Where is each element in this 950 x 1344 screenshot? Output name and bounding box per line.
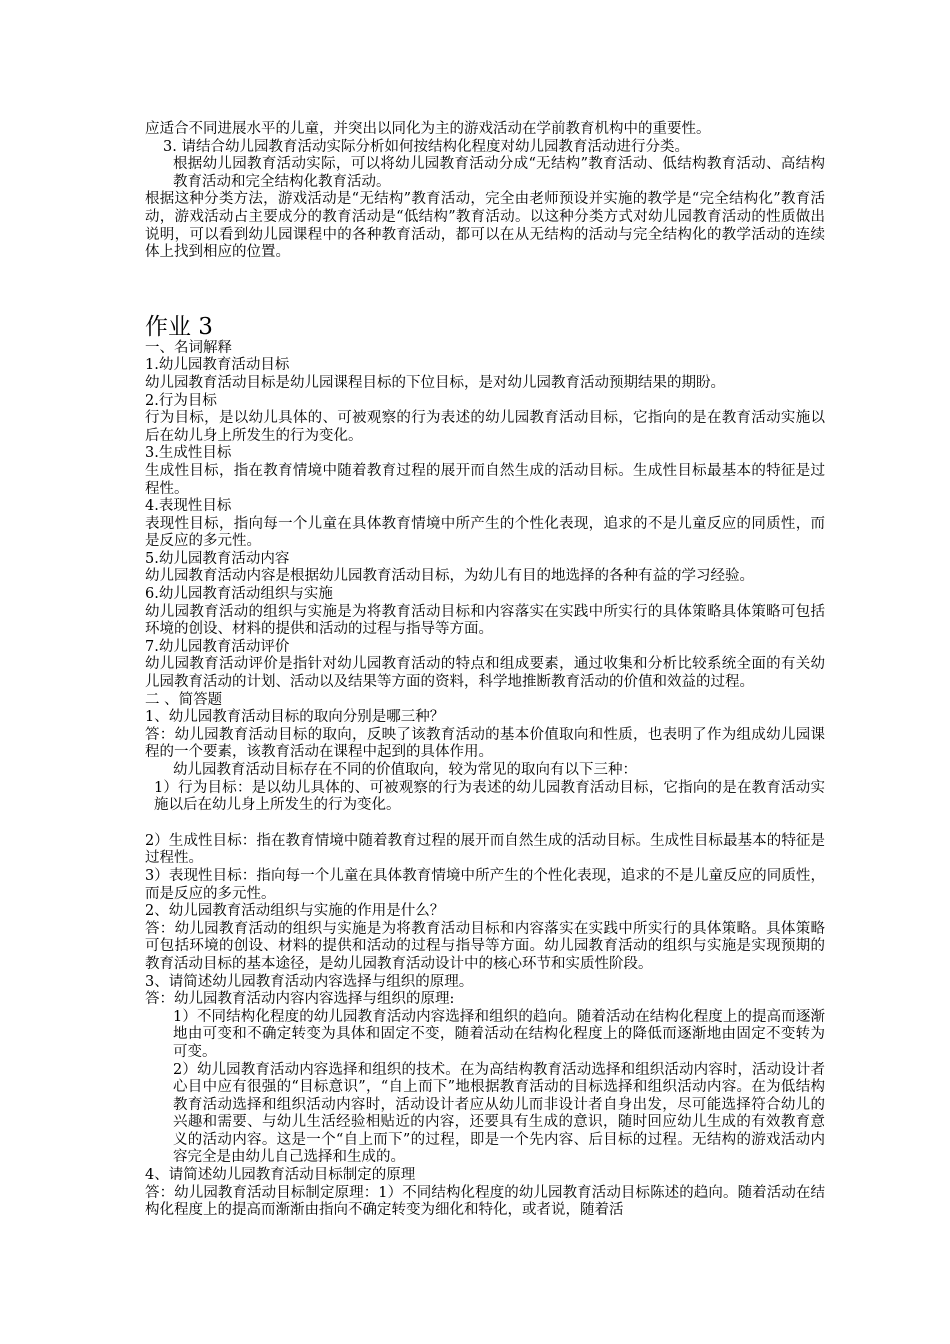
answer-point: 1）行为目标：是以幼儿具体的、可被观察的行为表述的幼儿园教育活动目标，它指向的是在教育活动实施以后在幼儿身上所发生的行为变化。 bbox=[154, 779, 825, 814]
term-definition: 幼儿园教育活动内容是根据幼儿园教育活动目标，为幼儿有目的地选择的各种有益的学习经验。 bbox=[145, 568, 754, 585]
answer-text: 幼儿园教育活动目标存在不同的价值取向，较为常见的取向有以下三种： bbox=[173, 762, 637, 778]
section-heading: 二 、简答题 bbox=[145, 691, 223, 708]
term-title: 4.表现性目标 bbox=[145, 498, 232, 515]
intro-paragraph: 根据幼儿园教育活动实际，可以将幼儿园教育活动分成“无结构”教育活动、低结构教育活动、高结构教育活动和完全结构化教育活动。 bbox=[173, 156, 825, 190]
section-heading: 一、名词解释 bbox=[145, 339, 232, 356]
question-3-text: 3. 请结合幼儿园教育活动实际分析如何按结构化程度对幼儿园教育活动进行分类。 bbox=[163, 138, 689, 155]
question-title: 3、请简述幼儿园教育活动内容选择与组织的原理。 bbox=[145, 973, 474, 990]
term-definition: 生成性目标，指在教育情境中随着教育过程的展开而自然生成的活动目标。生成性目标最基本的特征是过程性。 bbox=[145, 462, 825, 497]
term-definition: 幼儿园教育活动评价是指针对幼儿园教育活动的特点和组成要素，通过收集和分析比较系统全面的有关幼儿园教育活动的计划、活动以及结果等方面的资料，科学地推断教育活动的价值和效益的过程。 bbox=[145, 656, 825, 691]
blank-line bbox=[145, 815, 825, 833]
question-title: 2、幼儿园教育活动组织与实施的作用是什么？ bbox=[145, 903, 445, 920]
term-definition: 幼儿园教育活动的组织与实施是为将教育活动目标和内容落实在实践中所实行的具体策略具体策略可包括环境的创设、材料的提供和活动的过程与指导等方面。 bbox=[145, 603, 825, 638]
term-title: 7.幼儿园教育活动评价 bbox=[145, 638, 290, 655]
answer-text: 答：幼儿园教育活动内容内容选择与组织的原理: bbox=[145, 991, 455, 1008]
answer-text: 答：幼儿园教育活动目标制定原理：1）不同结构化程度的幼儿园教育活动目标陈述的趋向。随着活动在结构化程度上的提高而渐渐由指向不确定转变为细化和特化，或者说，随着活 bbox=[145, 1184, 825, 1219]
answer-point: 2）生成性目标：指在教育情境中随着教育过程的展开而自然生成的活动目标。生成性目标最基本的特征是过程性。 bbox=[145, 832, 825, 867]
term-title: 3.生成性目标 bbox=[145, 445, 232, 462]
term-definition: 表现性目标，指向每一个儿童在具体教育情境中所产生的个性化表现，追求的不是儿童反应的同质性，而是反应的多元性。 bbox=[145, 515, 825, 550]
intro-paragraph: 根据这种分类方法，游戏活动是“无结构”教育活动，完全由老师预设并实施的教学是“完全结构化”教育活动，游戏活动占主要成分的教育活动是“低结构”教育活动。以这种分类方式对幼儿园教育活动的性质做出说明，可以看到幼儿园课程中的各种教育活动，都可以在从无结构的活动与完全结构化的教学活动的连续体上找到相应的位置。 bbox=[145, 191, 825, 261]
assignment-title: 作业 3 bbox=[145, 313, 213, 340]
question-title: 1、幼儿园教育活动目标的取向分别是哪三种？ bbox=[145, 709, 445, 726]
answer-point: 2）幼儿园教育活动内容选择和组织的技术。在为高结构教育活动选择和组织活动内容时，活动设计者心目中应有很强的“目标意识”，“自上而下”地根据教育活动的目标选择和组织活动内容。在为低结构教育活动选择和组织活动内容时，活动设计者应从幼儿而非设计者自身出发，尽可能选择符合幼儿的兴趣和需要、与幼儿生活经验相贴近的内容，还要具有生成的意识，随时回应幼儿生成的有效教育意义的活动内容。这是一个“自上而下”的过程，即是一个先内容、后目标的过程。无结构的游戏活动内容完全是由幼儿自己选择和生成的。 bbox=[173, 1061, 825, 1166]
answer-point: 1）不同结构化程度的幼儿园教育活动内容选择和组织的趋向。随着活动在结构化程度上的提高而逐渐地由可变和不确定转变为具体和固定不变，随着活动在结构化程度上的降低而逐渐地由固定不变转为可变。 bbox=[173, 1008, 825, 1060]
answer-point: 3）表现性目标：指向每一个儿童在具体教育情境中所产生的个性化表现，追求的不是儿童反应的同质性，而是反应的多元性。 bbox=[145, 867, 825, 902]
term-title: 6.幼儿园教育活动组织与实施 bbox=[145, 586, 333, 603]
document-body bbox=[145, 121, 825, 1220]
intro-paragraph: 应适合不同进展水平的儿童，并突出以同化为主的游戏活动在学前教育机构中的重要性。 bbox=[145, 121, 711, 137]
term-title: 1.幼儿园教育活动目标 bbox=[145, 357, 290, 374]
term-list bbox=[145, 357, 825, 691]
answer-text: 答：幼儿园教育活动目标的取向，反映了该教育活动的基本价值取向和性质，也表明了作为组成幼儿园课程的一个要素，该教育活动在课程中起到的具体作用。 bbox=[145, 726, 825, 761]
answer-text: 答：幼儿园教育活动的组织与实施是为将教育活动目标和内容落实在实践中所实行的具体策略。具体策略可包括环境的创设、材料的提供和活动的过程与指导等方面。幼儿园教育活动的组织与实施是实现预期的教育活动目标的基本途径，是幼儿园教育活动设计中的核心环节和实质性阶段。 bbox=[145, 920, 825, 972]
term-definition: 幼儿园教育活动目标是幼儿园课程目标的下位目标，是对幼儿园教育活动预期结果的期盼。 bbox=[145, 374, 725, 391]
term-title: 2.行为目标 bbox=[145, 392, 217, 409]
term-definition: 行为目标，是以幼儿具体的、可被观察的行为表述的幼儿园教育活动目标，它指向的是在教育活动实施以后在幼儿身上所发生的行为变化。 bbox=[145, 410, 825, 444]
question-title: 4、请简述幼儿园教育活动目标制定的原理 bbox=[145, 1167, 416, 1184]
term-title: 5.幼儿园教育活动内容 bbox=[145, 550, 290, 567]
